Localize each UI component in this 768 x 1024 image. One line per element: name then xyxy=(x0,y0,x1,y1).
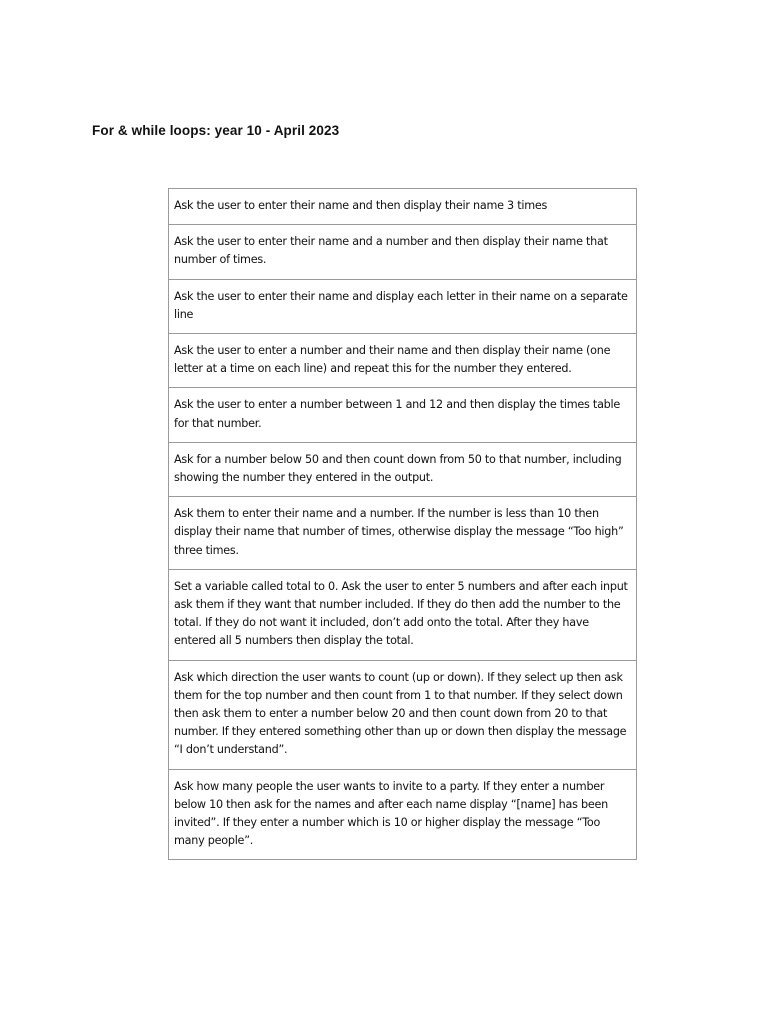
task-cell: Ask how many people the user wants to invite to a party. If they enter a number below 10 then ask for the names and after each name display “[name] has been invited”. If they enter a number which is 10 or higher display the message “Too many people”. xyxy=(169,769,637,860)
task-cell: Ask the user to enter a number and their name and then display their name (one letter at a time on each line) and repeat this for the number they entered. xyxy=(169,334,637,388)
page-title: For & while loops: year 10 - April 2023 xyxy=(92,123,340,138)
task-cell: Ask the user to enter their name and then display their name 3 times xyxy=(169,189,637,225)
table-row xyxy=(169,225,637,279)
task-cell: Ask them to enter their name and a number. If the number is less than 10 then display their name that number of times, otherwise display the message “Too high” three times. xyxy=(169,497,637,570)
table-row xyxy=(169,569,637,660)
task-cell: Ask which direction the user wants to count (up or down). If they select up then ask them for the top number and then count from 1 to that number. If they select down then ask them to enter a number below 20 and then count down from 20 to that number. If they entered something other than up or down then display the message “I don’t understand”. xyxy=(169,660,637,769)
table-row xyxy=(169,279,637,333)
task-cell: Ask the user to enter a number between 1 and 12 and then display the times table for that number. xyxy=(169,388,637,442)
task-cell: Ask for a number below 50 and then count down from 50 to that number, including showing the number they entered in the output. xyxy=(169,442,637,496)
task-table xyxy=(168,188,637,860)
table-row xyxy=(169,497,637,570)
task-cell: Ask the user to enter their name and display each letter in their name on a separate line xyxy=(169,279,637,333)
table-row xyxy=(169,189,637,225)
table-row xyxy=(169,442,637,496)
task-cell: Set a variable called total to 0. Ask the user to enter 5 numbers and after each input ask them if they want that number included. If they do then add the number to the total. If they do not want it included, don’t add onto the total. After they have entered all 5 numbers then display the total. xyxy=(169,569,637,660)
table-row xyxy=(169,388,637,442)
table-row xyxy=(169,660,637,769)
table-row xyxy=(169,334,637,388)
task-cell: Ask the user to enter their name and a number and then display their name that number of times. xyxy=(169,225,637,279)
table-row xyxy=(169,769,637,860)
